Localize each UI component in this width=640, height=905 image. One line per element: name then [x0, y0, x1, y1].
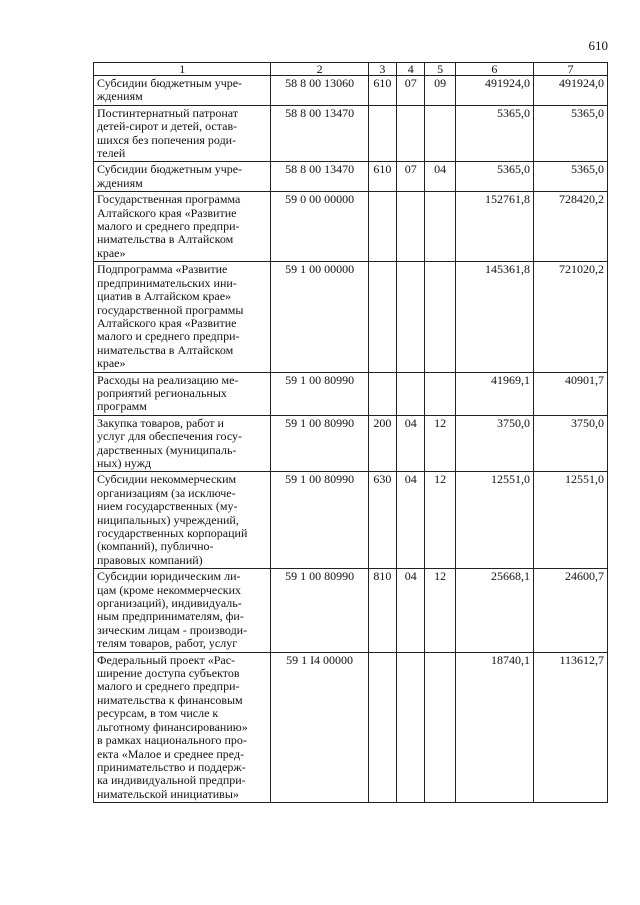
amount-year-1: 145361,8: [455, 262, 533, 372]
amount-year-2: 12551,0: [533, 472, 607, 569]
amount-year-2: 24600,7: [533, 569, 607, 652]
amount-year-2: 491924,0: [533, 76, 607, 106]
line-item-name: Субсидии бюджетным учре- ждениям: [94, 162, 271, 192]
expense-type-code: 610: [368, 76, 396, 106]
line-item-name: Подпрограмма «Развитие предпринимательских ини- циатив в Алтайском крае» государственной программы Алтайского края «Развитие малого и среднего предпри- нимательства в Алтайском крае»: [94, 262, 271, 372]
target-article-code: 58 8 00 13060: [271, 76, 368, 106]
amount-year-1: 5365,0: [455, 162, 533, 192]
amount-year-2: 5365,0: [533, 162, 607, 192]
target-article-code: 58 8 00 13470: [271, 105, 368, 162]
subsection-code: [425, 372, 455, 415]
amount-year-1: 12551,0: [455, 472, 533, 569]
amount-year-1: 491924,0: [455, 76, 533, 106]
section-code: 04: [397, 415, 425, 472]
expense-type-code: [368, 652, 396, 802]
table-row: [94, 372, 608, 415]
line-item-name: Федеральный проект «Рас- ширение доступа субъектов малого и среднего предпри- нимательства к финансовым ресурсам, в том числе к льготному финансированию» в рамках национального про- екта «Малое и среднее пред- принимательство и поддерж- ка индивидуальной предпри- нимательской инициативы»: [94, 652, 271, 802]
expense-type-code: 630: [368, 472, 396, 569]
table-row: [94, 569, 608, 652]
column-number-row: [94, 63, 608, 76]
column-header: 2: [271, 63, 368, 76]
line-item-name: Субсидии некоммерческим организациям (за исключе- нием государственных (му- ниципальных) учреждений, государственных корпораций (компаний), публично- правовых компаний): [94, 472, 271, 569]
column-header: 7: [533, 63, 607, 76]
amount-year-2: 113612,7: [533, 652, 607, 802]
target-article-code: 59 1 00 80990: [271, 472, 368, 569]
column-header: 6: [455, 63, 533, 76]
table-row: [94, 162, 608, 192]
line-item-name: Расходы на реализацию ме- роприятий региональных программ: [94, 372, 271, 415]
amount-year-1: 152761,8: [455, 192, 533, 262]
amount-year-2: 728420,2: [533, 192, 607, 262]
subsection-code: 12: [425, 472, 455, 569]
section-code: [397, 192, 425, 262]
subsection-code: 12: [425, 415, 455, 472]
expense-type-code: 200: [368, 415, 396, 472]
page-number: 610: [588, 38, 608, 53]
section-code: 04: [397, 569, 425, 652]
table-row: [94, 262, 608, 372]
expense-type-code: 810: [368, 569, 396, 652]
section-code: [397, 262, 425, 372]
table-row: [94, 76, 608, 106]
subsection-code: [425, 652, 455, 802]
table-row: [94, 652, 608, 802]
amount-year-1: 25668,1: [455, 569, 533, 652]
target-article-code: 59 1 00 80990: [271, 415, 368, 472]
amount-year-2: 40901,7: [533, 372, 607, 415]
line-item-name: Субсидии бюджетным учре- ждениям: [94, 76, 271, 106]
column-header: 5: [425, 63, 455, 76]
table-row: [94, 105, 608, 162]
subsection-code: 04: [425, 162, 455, 192]
table-body: [94, 76, 608, 803]
amount-year-1: 3750,0: [455, 415, 533, 472]
subsection-code: 09: [425, 76, 455, 106]
line-item-name: Постинтернатный патронат детей-сирот и детей, остав- шихся без попечения роди- телей: [94, 105, 271, 162]
table-row: [94, 415, 608, 472]
amount-year-1: 5365,0: [455, 105, 533, 162]
section-code: [397, 372, 425, 415]
target-article-code: 59 1 00 80990: [271, 569, 368, 652]
budget-table: [93, 62, 608, 803]
section-code: 07: [397, 76, 425, 106]
amount-year-2: 3750,0: [533, 415, 607, 472]
subsection-code: [425, 262, 455, 372]
expense-type-code: [368, 262, 396, 372]
table-row: [94, 192, 608, 262]
amount-year-2: 5365,0: [533, 105, 607, 162]
section-code: [397, 105, 425, 162]
target-article-code: 59 1 00 00000: [271, 262, 368, 372]
target-article-code: 59 0 00 00000: [271, 192, 368, 262]
line-item-name: Государственная программа Алтайского края «Развитие малого и среднего предпри- нимательства в Алтайском крае»: [94, 192, 271, 262]
column-header: 1: [94, 63, 271, 76]
amount-year-1: 41969,1: [455, 372, 533, 415]
expense-type-code: [368, 192, 396, 262]
section-code: 04: [397, 472, 425, 569]
line-item-name: Закупка товаров, работ и услуг для обеспечения госу- дарственных (муниципаль- ных) нужд: [94, 415, 271, 472]
subsection-code: [425, 192, 455, 262]
section-code: [397, 652, 425, 802]
line-item-name: Субсидии юридическим ли- цам (кроме некоммерческих организаций), индивидуаль- ным предпринимателям, фи- зическим лицам - производи- телям товаров, работ, услуг: [94, 569, 271, 652]
expense-type-code: 610: [368, 162, 396, 192]
target-article-code: 59 1 00 80990: [271, 372, 368, 415]
column-header: 3: [368, 63, 396, 76]
subsection-code: [425, 105, 455, 162]
expense-type-code: [368, 105, 396, 162]
target-article-code: 59 1 I4 00000: [271, 652, 368, 802]
amount-year-2: 721020,2: [533, 262, 607, 372]
column-header: 4: [397, 63, 425, 76]
target-article-code: 58 8 00 13470: [271, 162, 368, 192]
expense-type-code: [368, 372, 396, 415]
section-code: 07: [397, 162, 425, 192]
subsection-code: 12: [425, 569, 455, 652]
table-row: [94, 472, 608, 569]
amount-year-1: 18740,1: [455, 652, 533, 802]
